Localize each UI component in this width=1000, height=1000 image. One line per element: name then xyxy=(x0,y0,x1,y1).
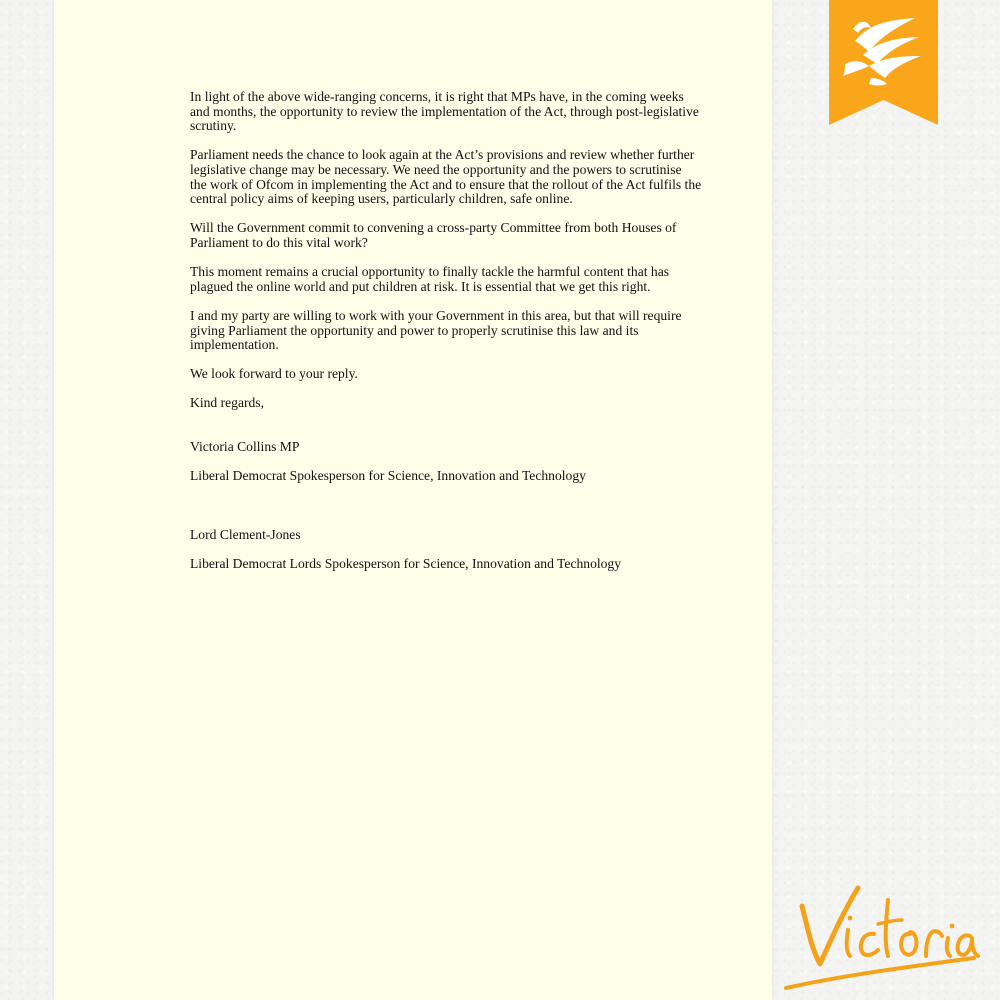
signatory-role: Liberal Democrat Spokesperson for Science, Innovation and Technology xyxy=(190,468,586,484)
signatory-lord-clement-jones xyxy=(190,513,750,586)
lib-dem-bird-logo-icon xyxy=(829,0,938,125)
signatory-name: Lord Clement-Jones xyxy=(190,526,301,542)
paragraph-post-legislative-scrutiny: In light of the above wide-ranging concerns, it is right that MPs have, in the coming weeks and months, the opportunity to review the implementation of the Act, through post-legislative scrutiny. xyxy=(190,89,699,134)
signatory-role: Liberal Democrat Lords Spokesperson for Science, Innovation and Technology xyxy=(190,556,622,571)
letter-body xyxy=(190,90,750,601)
paragraph-parliament-review: Parliament needs the chance to look again at the Act’s provisions and review whether further legislative change may be necessary. We need the opportunity and the powers to scrutinise the work of Ofcom in implementing the Act and to ensure that the rollout of the Act fulfils the central policy aims of keeping users, particularly children, safe online. xyxy=(190,147,702,207)
paragraph-reply: We look forward to your reply. xyxy=(190,366,358,382)
handwritten-signature xyxy=(780,872,980,992)
paragraph-crucial-opportunity: This moment remains a crucial opportunity to finally tackle the harmful content that has plagued the online world and put children at risk. It is essential that we get this right. xyxy=(190,264,670,294)
signatory-name: Victoria Collins MP xyxy=(190,439,300,455)
paragraph-willing-to-work: I and my party are willing to work with your Government in this area, but that will require giving Parliament the opportunity and power to properly scrutinise this law and its implementation. xyxy=(190,307,682,353)
signatory-victoria-collins xyxy=(190,426,750,499)
closing-salutation: Kind regards, xyxy=(190,395,264,411)
paragraph-committee-request: Will the Government commit to convening a cross-party Committee from both Houses of Parliament to do this vital work? xyxy=(190,220,677,250)
letter-page xyxy=(54,0,772,1000)
